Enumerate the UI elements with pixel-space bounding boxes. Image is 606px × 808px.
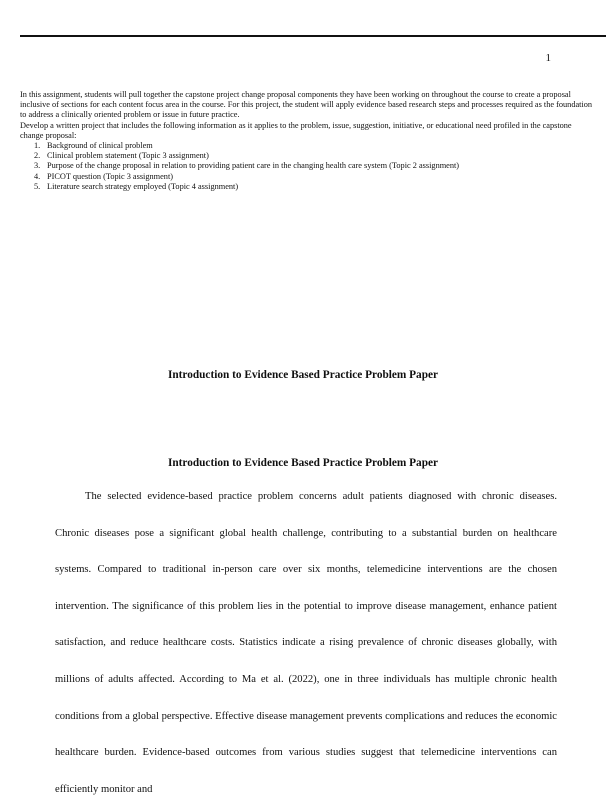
requirements-list <box>20 141 596 192</box>
body-paragraph: The selected evidence-based practice problem concerns adult patients diagnosed with chronic diseases. Chronic diseases pose a significant global health challenge, contributing to a substantial burden on healthcare systems. Compared to traditional in-person care over six months, telemedicine interventions are the chosen intervention. The significance of this problem lies in the potential to improve disease management, enhance patient satisfaction, and reduce healthcare costs. Statistics indicate a rising prevalence of chronic diseases globally, with millions of adults affected. According to Ma et al. (2022), one in three individuals has multiple chronic health conditions from a global perspective. Effective disease management prevents complications and reduces the economic healthcare burden. Evidence-based outcomes from various studies suggest that telemedicine interventions can efficiently monitor and <box>55 491 557 795</box>
header-rule <box>20 35 606 37</box>
title-page-heading: Introduction to Evidence Based Practice Problem Paper <box>167 369 439 381</box>
list-item-text: Literature search strategy employed (Topic 4 assignment) <box>47 181 239 191</box>
instructions-intro: In this assignment, students will pull together the capstone project change proposal components they have been working on throughout the course to create a proposal inclusive of sections for each content focus area in the course. For this project, the student will apply evidence based research steps and processes required as the foundation to address a clinically oriented problem or issue in future practice. <box>20 90 593 120</box>
section-heading: Introduction to Evidence Based Practice Problem Paper <box>167 457 439 469</box>
instructions-develop: Develop a written project that includes the following information as it applies to the problem, issue, suggestion, initiative, or educational need profiled in the capstone change proposal: <box>20 120 572 140</box>
list-item <box>20 161 596 171</box>
list-item <box>20 182 596 192</box>
list-item-number: 3. <box>34 161 41 171</box>
list-item <box>20 151 596 161</box>
list-item <box>20 141 596 151</box>
page-number: 1 <box>545 52 551 64</box>
body-text <box>55 479 557 808</box>
assignment-instructions <box>20 90 596 192</box>
list-item-number: 2. <box>34 151 41 161</box>
list-item-text: Purpose of the change proposal in relation to providing patient care in the changing health care system (Topic 2 assignment) <box>47 161 460 171</box>
list-item-number: 1. <box>34 141 41 151</box>
list-item <box>20 172 596 182</box>
list-item-text: PICOT question (Topic 3 assignment) <box>47 171 174 181</box>
list-item-number: 4. <box>34 171 41 181</box>
list-item-number: 5. <box>34 181 41 191</box>
list-item-text: Background of clinical problem <box>47 141 153 151</box>
list-item-text: Clinical problem statement (Topic 3 assignment) <box>47 151 209 161</box>
